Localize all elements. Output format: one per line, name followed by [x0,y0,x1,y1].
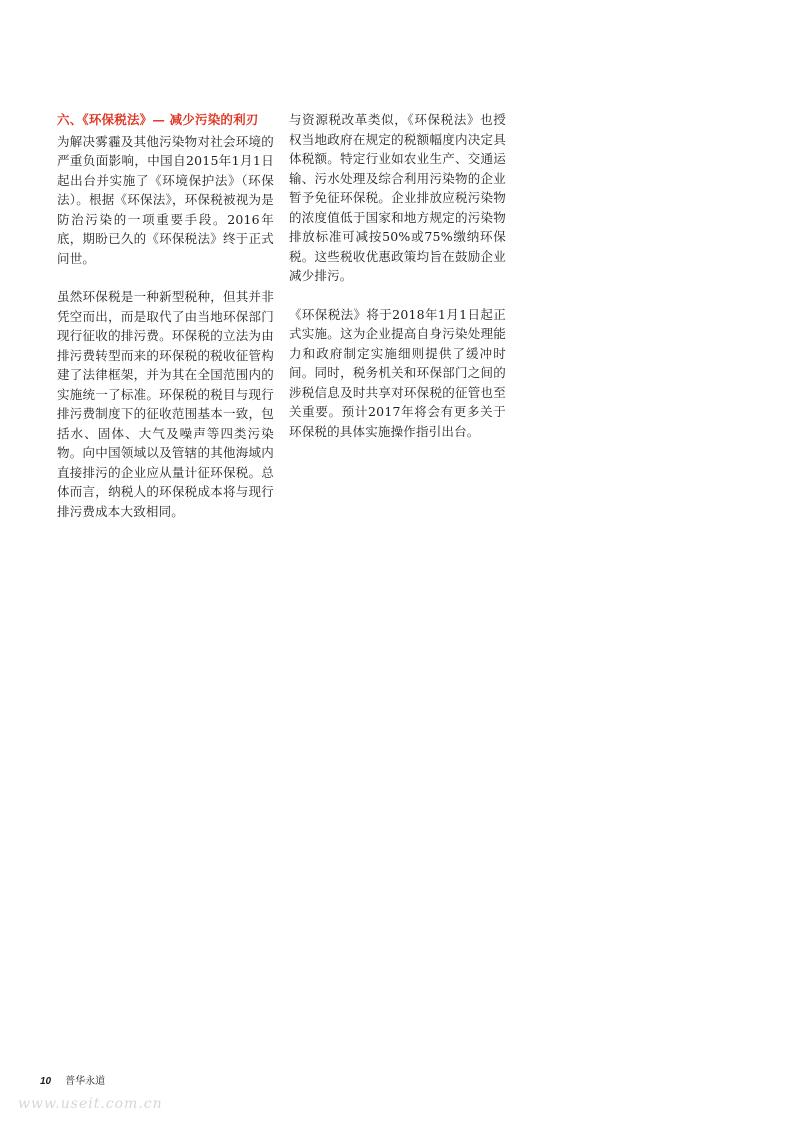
watermark: www.useit.com.cn [18,1096,163,1112]
page-number: 10 [40,1076,52,1087]
left-column [57,110,274,540]
page-footer [40,1072,105,1087]
paragraph-intro: 为解决雾霾及其他污染物对社会环境的严重负面影响，中国自2015年1月1日起出台并实施了《环境保护法》（环保法）。根据《环保法》，环保税被视为是防治污染的一项重要手段。2016年底，期盼已久的《环保税法》终于正式问世。 [57,133,274,266]
publication-name: 普华永道 [65,1076,106,1087]
section-heading: 六、《环保税法》— 减少污染的利刃 [57,112,259,127]
right-column [289,110,506,460]
paragraph-incentives: 与资源税改革类似，《环保税法》也授权当地政府在规定的税额幅度内决定具体税额。特定行业如农业生产、交通运输、污水处理及综合利用污染物的企业暂予免征环保税。企业排放应税污染物的浓度值低于国家和地方规定的污染物排放标准可减按50%或75%缴纳环保税。这些税收优惠政策均旨在鼓励企业减少排污。 [289,112,506,283]
paragraph-tax-background: 虽然环保税是一种新型税种，但其并非凭空而出，而是取代了由当地环保部门现行征收的排污费。环保税的立法为由排污费转型而来的环保税的税收征管构建了法律框架，并为其在全国范围内的实施统一了标准。环保税的税目与现行排污费制度下的征收范围基本一致，包括水、固体、大气及噪声等四类污染物。向中国领域以及管辖的其他海域内直接排污的企业应从量计征环保税。总体而言，纳税人的环保税成本将与现行排污费成本大致相同。 [57,289,274,519]
paragraph-implementation: 《环保税法》将于2018年1月1日起正式实施。这为企业提高自身污染处理能力和政府制定实施细则提供了缓冲时间。同时，税务机关和环保部门之间的涉税信息及时共享对环保税的征管也至关重要。预计2017年将会有更多关于环保税的具体实施操作指引出台。 [289,306,506,439]
